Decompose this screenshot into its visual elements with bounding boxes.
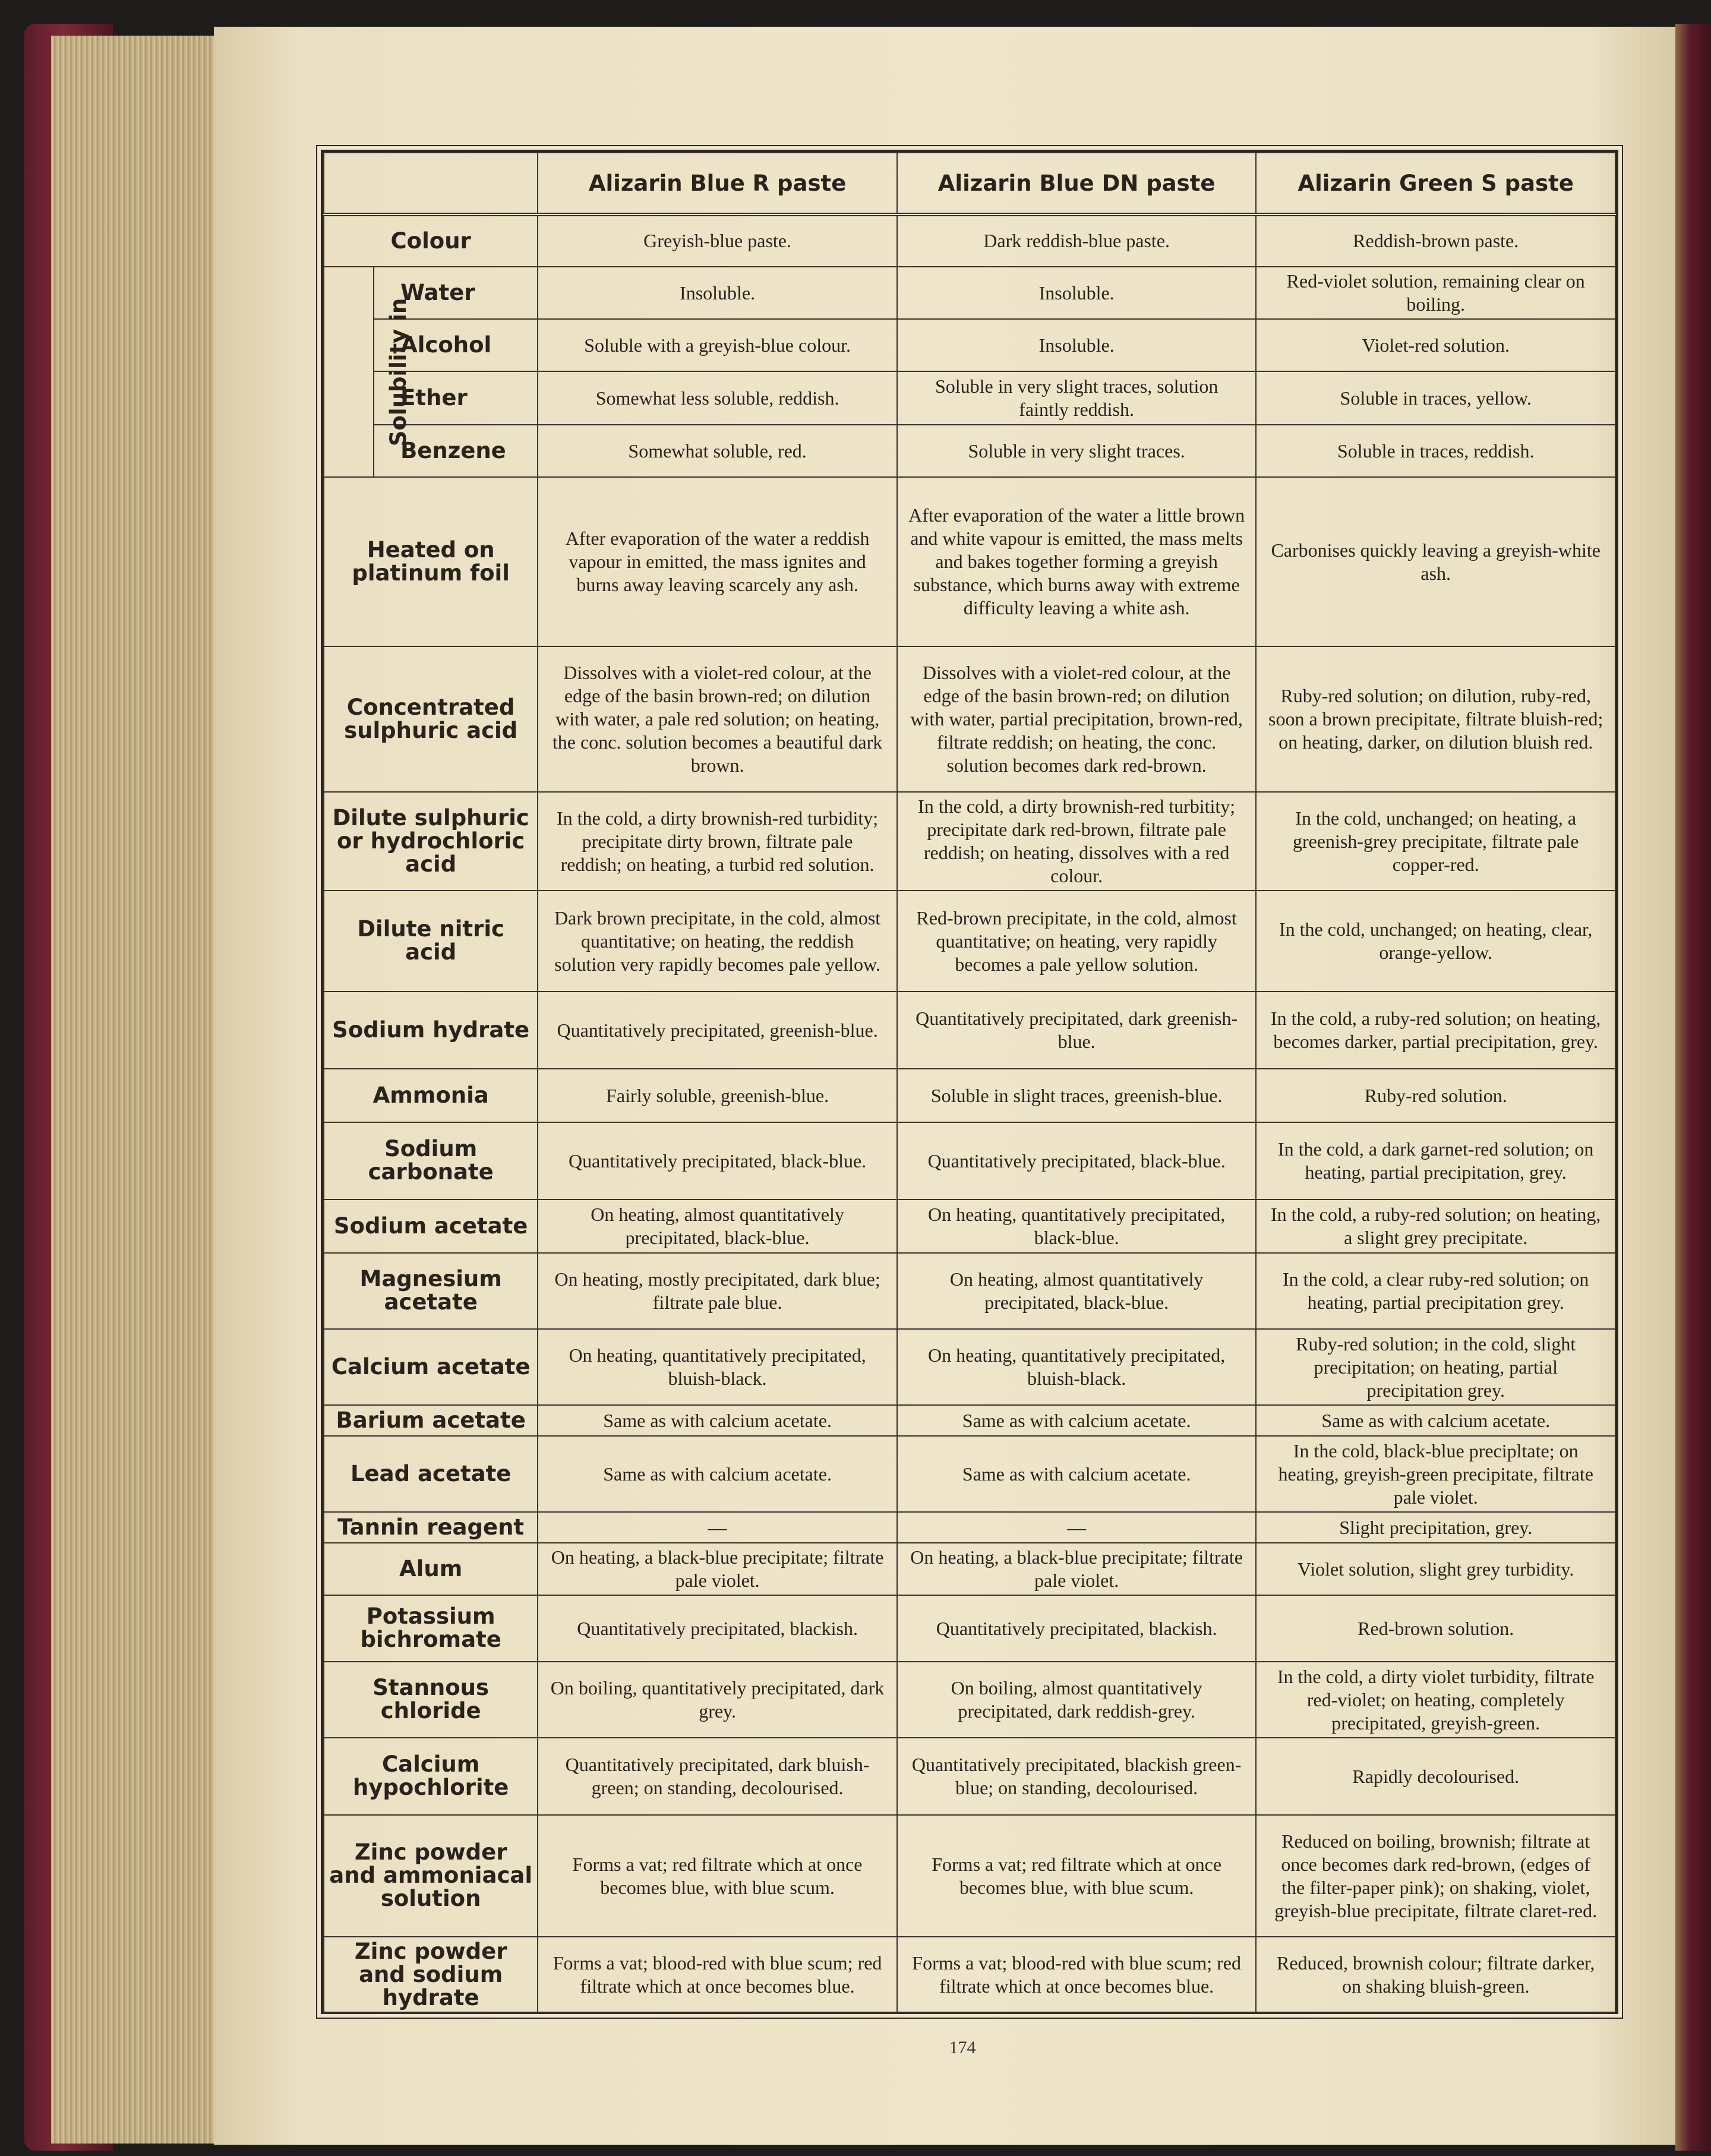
cell-blue-r: Dark brown precipitate, in the cold, almost quantitative; on heating, the reddish solution very rapidly becomes pale yellow. bbox=[538, 891, 897, 992]
table-row-alum bbox=[324, 1543, 1615, 1595]
cell-blue-dn: Quantitatively precipitated, blackish. bbox=[897, 1595, 1257, 1662]
cell-blue-dn: Quantitatively precipitated, black-blue. bbox=[897, 1122, 1257, 1199]
cell-green-s: Ruby-red solution; in the cold, slight precipitation; on heating, partial precipitation grey. bbox=[1256, 1329, 1615, 1405]
row-label: Sodium carbonate bbox=[324, 1122, 538, 1199]
cell-green-s: In the cold, black-blue precipltate; on heating, greyish-green precipitate, filtrate pale violet. bbox=[1256, 1436, 1615, 1512]
table-row-calcium-acetate bbox=[324, 1329, 1615, 1405]
cell-blue-r: Same as with calcium acetate. bbox=[538, 1405, 897, 1436]
cell-green-s: Reduced on boiling, brownish; filtrate at once becomes dark red-brown, (edges of the filter-paper pink); on shaking, violet, greyish-blue precipitate, filtrate claret-red. bbox=[1256, 1815, 1615, 1937]
cell-blue-r: On heating, almost quantitatively precipitated, black-blue. bbox=[538, 1199, 897, 1253]
solubility-group-label bbox=[324, 267, 412, 477]
cell-green-s: Red-brown solution. bbox=[1256, 1595, 1615, 1662]
cell-blue-r: Quantitatively precipitated, greenish-blue. bbox=[538, 992, 897, 1069]
cell-blue-r: Forms a vat; red filtrate which at once becomes blue, with blue scum. bbox=[538, 1815, 897, 1937]
header-corner bbox=[324, 153, 538, 214]
cell-green-s: Slight precipitation, grey. bbox=[1256, 1512, 1615, 1543]
row-label: Dilute sulphuric or hydrochloric acid bbox=[324, 792, 538, 891]
cell-blue-dn: Red-brown precipitate, in the cold, almost quantitative; on heating, very rapidly becomes a pale yellow solution. bbox=[897, 891, 1257, 992]
table-row-sodium-carbonate bbox=[324, 1122, 1615, 1199]
cell-blue-dn: — bbox=[897, 1512, 1257, 1543]
row-label: Barium acetate bbox=[324, 1405, 538, 1436]
cell-blue-r: On boiling, quantitatively precipitated, dark grey. bbox=[538, 1662, 897, 1738]
cell-blue-r: Insoluble. bbox=[538, 267, 897, 319]
header-row bbox=[324, 153, 1615, 214]
cell-green-s: In the cold, unchanged; on heating, a greenish-grey precipitate, filtrate pale copper-red. bbox=[1256, 792, 1615, 891]
cell-blue-r: Quantitatively precipitated, dark bluish-green; on standing, decolourised. bbox=[538, 1738, 897, 1815]
cell-green-s: Ruby-red solution; on dilution, ruby-red, soon a brown precipitate, filtrate bluish-red; on heating, darker, on dilution bluish red. bbox=[1256, 646, 1615, 792]
table-row-stannous-chloride bbox=[324, 1662, 1615, 1738]
row-label: Ether bbox=[374, 371, 538, 425]
cell-blue-r: — bbox=[538, 1512, 897, 1543]
cell-blue-dn: Dissolves with a violet-red colour, at the edge of the basin brown-red; on dilution with water, partial precipitation, brown-red, filtrate reddish; on heating, the conc. solution becomes dark red-brown. bbox=[897, 646, 1257, 792]
table-row-potassium-bichromate bbox=[324, 1595, 1615, 1662]
cell-green-s: Red-violet solution, remaining clear on boiling. bbox=[1256, 267, 1615, 319]
cell-blue-dn: Soluble in very slight traces. bbox=[897, 425, 1257, 477]
header-alizarin-blue-dn: Alizarin Blue DN paste bbox=[897, 153, 1257, 214]
cell-blue-r: On heating, quantitatively precipitated, bluish-black. bbox=[538, 1329, 897, 1405]
cell-blue-r: On heating, a black-blue precipitate; filtrate pale violet. bbox=[538, 1543, 897, 1595]
table-row-ammonia bbox=[324, 1069, 1615, 1122]
cell-green-s: In the cold, a ruby-red solution; on heating, a slight grey precipitate. bbox=[1256, 1199, 1615, 1253]
table-row-tannin-reagent bbox=[324, 1512, 1615, 1543]
table-row-ether bbox=[324, 371, 1615, 425]
header-alizarin-blue-r: Alizarin Blue R paste bbox=[538, 153, 897, 214]
cell-blue-dn: On heating, a black-blue precipitate; filtrate pale violet. bbox=[897, 1543, 1257, 1595]
cell-blue-r: Somewhat less soluble, reddish. bbox=[538, 371, 897, 425]
cell-green-s: Carbonises quickly leaving a greyish-white ash. bbox=[1256, 477, 1615, 646]
cell-green-s: In the cold, a ruby-red solution; on heating, becomes darker, partial precipitation, grey. bbox=[1256, 992, 1615, 1069]
cell-blue-dn: On heating, quantitatively precipitated, bluish-black. bbox=[897, 1329, 1257, 1405]
cell-green-s: Soluble in traces, yellow. bbox=[1256, 371, 1615, 425]
solubility-label-text: Solubility in bbox=[386, 298, 412, 446]
cell-blue-r: Fairly soluble, greenish-blue. bbox=[538, 1069, 897, 1122]
row-label: Potassium bichromate bbox=[324, 1595, 538, 1662]
table-row-benzene bbox=[324, 425, 1615, 477]
cell-green-s: In the cold, a clear ruby-red solution; on heating, partial precipitation grey. bbox=[1256, 1253, 1615, 1329]
row-label: Sodium acetate bbox=[324, 1199, 538, 1253]
row-label: Lead acetate bbox=[324, 1436, 538, 1512]
row-label: Concentrated sulphuric acid bbox=[324, 646, 538, 792]
cell-green-s: Violet solution, slight grey turbidity. bbox=[1256, 1543, 1615, 1595]
table-row-zinc-powder-and-sodium-hydrate bbox=[324, 1937, 1615, 2013]
cell-blue-r: Dissolves with a violet-red colour, at the edge of the basin brown-red; on dilution with water, a pale red solution; on heating, the conc. solution becomes a beautiful dark brown. bbox=[538, 646, 897, 792]
row-label: Alcohol bbox=[374, 319, 538, 371]
cell-blue-dn: After evaporation of the water a little brown and white vapour is emitted, the mass melts and bakes together forming a greyish substance, which burns away with extreme difficulty leaving a white ash. bbox=[897, 477, 1257, 646]
cell-blue-dn: In the cold, a dirty brownish-red turbitity; precipitate dark red-brown, filtrate pale reddish; on heating, dissolves with a red colour. bbox=[897, 792, 1257, 891]
table-row-concentrated-sulphuric-acid bbox=[324, 646, 1615, 792]
book-cover-right bbox=[1675, 24, 1711, 2151]
cell-blue-dn: Quantitatively precipitated, dark greenish-blue. bbox=[897, 992, 1257, 1069]
table-row-alcohol bbox=[324, 319, 1615, 371]
table-row-calcium-hypochlorite bbox=[324, 1738, 1615, 1815]
row-label: Stannous chloride bbox=[324, 1662, 538, 1738]
cell-green-s: Ruby-red solution. bbox=[1256, 1069, 1615, 1122]
table-row-sodium-acetate bbox=[324, 1199, 1615, 1253]
cell-blue-dn: Soluble in very slight traces, solution faintly reddish. bbox=[897, 371, 1257, 425]
cell-blue-dn: Insoluble. bbox=[897, 319, 1257, 371]
cell-blue-dn: Same as with calcium acetate. bbox=[897, 1436, 1257, 1512]
row-label: Dilute nitric acid bbox=[324, 891, 538, 992]
table-row-water bbox=[324, 267, 1615, 319]
cell-blue-r: On heating, mostly precipitated, dark blue; filtrate pale blue. bbox=[538, 1253, 897, 1329]
cell-blue-dn: Forms a vat; red filtrate which at once becomes blue, with blue scum. bbox=[897, 1815, 1257, 1937]
table-row-lead-acetate bbox=[324, 1436, 1615, 1512]
cell-blue-r: In the cold, a dirty brownish-red turbidity; precipitate dirty brown, filtrate pale reddish; on heating, a turbid red solution. bbox=[538, 792, 897, 891]
page-number: 174 bbox=[949, 2038, 976, 2057]
cell-blue-dn: Forms a vat; blood-red with blue scum; red filtrate which at once becomes blue. bbox=[897, 1937, 1257, 2013]
cell-blue-r: Quantitatively precipitated, blackish. bbox=[538, 1595, 897, 1662]
cell-blue-dn: Soluble in slight traces, greenish-blue. bbox=[897, 1069, 1257, 1122]
cell-green-s: In the cold, a dirty violet turbidity, filtrate red-violet; on heating, completely precipitated, greyish-green. bbox=[1256, 1662, 1615, 1738]
cell-blue-r: Greyish-blue paste. bbox=[538, 214, 897, 267]
row-label: Benzene bbox=[374, 425, 538, 477]
cell-blue-r: Somewhat soluble, red. bbox=[538, 425, 897, 477]
cell-blue-r: Quantitatively precipitated, black-blue. bbox=[538, 1122, 897, 1199]
row-label: Magnesium acetate bbox=[324, 1253, 538, 1329]
row-label: Zinc powder and sodium hydrate bbox=[324, 1937, 538, 2013]
table-row-colour bbox=[324, 214, 1615, 267]
cell-green-s: Reduced, brownish colour; filtrate darker, on shaking bluish-green. bbox=[1256, 1937, 1615, 2013]
cell-blue-dn: On boiling, almost quantitatively precipitated, dark reddish-grey. bbox=[897, 1662, 1257, 1738]
row-label: Tannin reagent bbox=[324, 1512, 538, 1543]
page-edges bbox=[51, 36, 220, 2144]
cell-blue-r: Same as with calcium acetate. bbox=[538, 1436, 897, 1512]
cell-blue-r: Forms a vat; blood-red with blue scum; red filtrate which at once becomes blue. bbox=[538, 1937, 897, 2013]
table-row-heated-on-platinum-foil bbox=[324, 477, 1615, 646]
cell-green-s: Rapidly decolourised. bbox=[1256, 1738, 1615, 1815]
cell-blue-dn: On heating, almost quantitatively precipitated, black-blue. bbox=[897, 1253, 1257, 1329]
cell-green-s: Soluble in traces, reddish. bbox=[1256, 425, 1615, 477]
cell-blue-r: Soluble with a greyish-blue colour. bbox=[538, 319, 897, 371]
cell-blue-dn: On heating, quantitatively precipitated, black-blue. bbox=[897, 1199, 1257, 1253]
row-label: Heated on platinum foil bbox=[324, 477, 538, 646]
row-label: Ammonia bbox=[324, 1069, 538, 1122]
row-label: Alum bbox=[324, 1543, 538, 1595]
row-label: Calcium hypochlorite bbox=[324, 1738, 538, 1815]
row-label: Calcium acetate bbox=[324, 1329, 538, 1405]
row-label: Water bbox=[374, 267, 538, 319]
table-row-zinc-powder-and-ammoniacal-solution bbox=[324, 1815, 1615, 1937]
table-row-magnesium-acetate bbox=[324, 1253, 1615, 1329]
cell-blue-dn: Quantitatively precipitated, blackish green-blue; on standing, decolourised. bbox=[897, 1738, 1257, 1815]
cell-green-s: Violet-red solution. bbox=[1256, 319, 1615, 371]
cell-blue-dn: Insoluble. bbox=[897, 267, 1257, 319]
cell-green-s: Reddish-brown paste. bbox=[1256, 214, 1615, 267]
table-row-dilute-sulphuric-or-hydrochloric-acid bbox=[324, 792, 1615, 891]
row-label: Zinc powder and ammoniacal solution bbox=[324, 1815, 538, 1937]
cell-green-s: Same as with calcium acetate. bbox=[1256, 1405, 1615, 1436]
table-row-dilute-nitric-acid bbox=[324, 891, 1615, 992]
row-label: Sodium hydrate bbox=[324, 992, 538, 1069]
dye-reactions-table bbox=[321, 150, 1618, 2014]
cell-blue-r: After evaporation of the water a reddish vapour in emitted, the mass ignites and burns away leaving scarcely any ash. bbox=[538, 477, 897, 646]
header-alizarin-green-s: Alizarin Green S paste bbox=[1256, 153, 1615, 214]
row-label: Colour bbox=[324, 214, 538, 267]
cell-blue-dn: Same as with calcium acetate. bbox=[897, 1405, 1257, 1436]
table-row-sodium-hydrate bbox=[324, 992, 1615, 1069]
table-row-barium-acetate bbox=[324, 1405, 1615, 1436]
cell-blue-dn: Dark reddish-blue paste. bbox=[897, 214, 1257, 267]
cell-green-s: In the cold, unchanged; on heating, clear, orange-yellow. bbox=[1256, 891, 1615, 992]
cell-green-s: In the cold, a dark garnet-red solution; on heating, partial precipitation, grey. bbox=[1256, 1122, 1615, 1199]
